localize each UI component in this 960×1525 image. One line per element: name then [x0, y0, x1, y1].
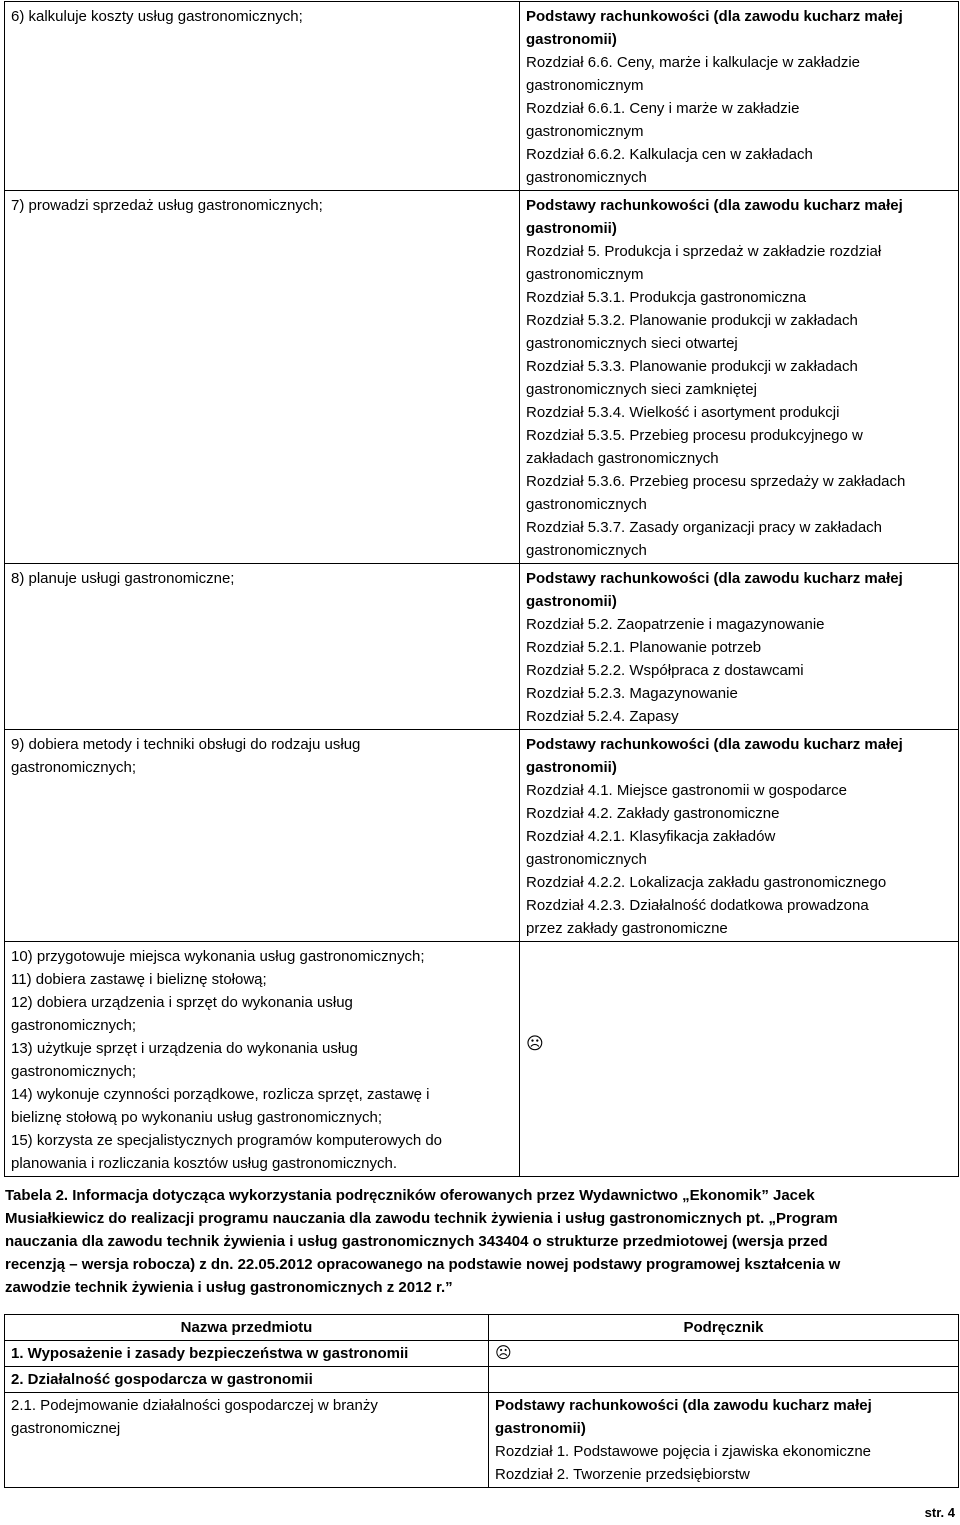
- textbook-title: Podstawy rachunkowości (dla zawodu kucharz małej: [526, 8, 903, 25]
- chapter-entry: gastronomicznym: [526, 123, 644, 140]
- chapter-entry: Rozdział 6.6.1. Ceny i marże w zakładzie: [526, 100, 800, 117]
- table-row: [5, 942, 959, 1177]
- chapter-entry: gastronomicznym: [526, 77, 644, 94]
- textbook-cell: Podstawy rachunkowości (dla zawodu kucharz małej gastronomii) Rozdział 1. Podstawowe pojęcia i zjawiska ekonomiczne Rozdział 2. Tworzenie przedsiębiorstw: [489, 1393, 959, 1488]
- page-number: str. 4: [924, 1505, 955, 1520]
- chapter-entry: gastronomicznych: [526, 542, 647, 559]
- caption-line: Tabela 2. Informacja dotycząca wykorzystania podręczników oferowanych przez Wydawnictwo „Ekonomik” Jacek: [5, 1187, 815, 1204]
- textbook-title: Podstawy rachunkowości (dla zawodu kucharz małej: [526, 570, 903, 587]
- chapter-entry: Rozdział 5.3.4. Wielkość i asortyment produkcji: [526, 404, 840, 421]
- curriculum-table: [4, 1, 959, 1177]
- learning-outcome-cell: [5, 191, 520, 564]
- no-textbook-icon: ☹: [489, 1341, 959, 1367]
- caption-line: Musiałkiewicz do realizacji programu nauczania dla zawodu technik żywienia i usług gastronomicznych pt. „Program: [5, 1210, 838, 1227]
- chapter-entry: Rozdział 5. Produkcja i sprzedaż w zakładzie rozdział: [526, 243, 882, 260]
- chapter-entry: gastronomicznych: [526, 851, 647, 868]
- header-textbook: Podręcznik: [489, 1315, 959, 1341]
- chapter-entry: Rozdział 5.2.1. Planowanie potrzeb: [526, 639, 762, 656]
- caption-line: zawodzie technik żywienia i usług gastronomicznych z 2012 r.”: [5, 1279, 453, 1296]
- chapter-entry: Rozdział 5.3.3. Planowanie produkcji w zakładach: [526, 358, 858, 375]
- textbook-title: gastronomii): [526, 759, 617, 776]
- outcome-line: 6) kalkuluje koszty usług gastronomicznych;: [11, 8, 303, 25]
- table-caption: [5, 1184, 957, 1299]
- outcome-line: 9) dobiera metody i techniki obsługi do rodzaju usług: [11, 736, 361, 753]
- outcome-line: gastronomicznych;: [11, 1063, 137, 1080]
- chapter-entry: Rozdział 2. Tworzenie przedsiębiorstw: [495, 1466, 750, 1483]
- chapter-entry: Rozdział 5.2. Zaopatrzenie i magazynowanie: [526, 616, 825, 633]
- chapter-entry: przez zakłady gastronomiczne: [526, 920, 728, 937]
- outcome-line: bieliznę stołową po wykonaniu usług gastronomicznych;: [11, 1109, 383, 1126]
- subject-cell: 2. Działalność gospodarcza w gastronomii: [5, 1367, 489, 1393]
- table-row: [5, 1367, 959, 1393]
- textbook-title: gastronomii): [526, 220, 617, 237]
- outcome-line: 11) dobiera zastawę i bieliznę stołową;: [11, 971, 267, 988]
- textbook-cell: [489, 1367, 959, 1393]
- no-textbook-icon: ☹: [526, 1034, 544, 1053]
- chapter-entry: gastronomicznych: [526, 169, 647, 186]
- chapter-entry: Rozdział 5.3.7. Zasady organizacji pracy w zakładach: [526, 519, 883, 536]
- learning-outcome-cell: [5, 730, 520, 942]
- chapter-entry: gastronomicznych sieci zamkniętej: [526, 381, 757, 398]
- outcome-line: gastronomicznych;: [11, 1017, 137, 1034]
- chapter-entry: Rozdział 5.3.5. Przebieg procesu produkcyjnego w: [526, 427, 863, 444]
- chapter-entry: zakładach gastronomicznych: [526, 450, 719, 467]
- chapter-entry: Rozdział 4.2.1. Klasyfikacja zakładów: [526, 828, 776, 845]
- chapter-entry: Rozdział 5.2.4. Zapasy: [526, 708, 679, 725]
- chapter-entry: Rozdział 4.2.2. Lokalizacja zakładu gastronomicznego: [526, 874, 887, 891]
- chapter-entry: gastronomicznym: [526, 266, 644, 283]
- learning-outcome-cell: [5, 564, 520, 730]
- textbook-cell: [520, 564, 959, 730]
- chapter-entry: Rozdział 5.3.6. Przebieg procesu sprzedaży w zakładach: [526, 473, 906, 490]
- chapter-entry: Rozdział 6.6.2. Kalkulacja cen w zakładach: [526, 146, 813, 163]
- textbook-title: gastronomii): [526, 593, 617, 610]
- textbook-cell: [520, 730, 959, 942]
- caption-line: nauczania dla zawodu technik żywienia i usług gastronomicznych 343404 o strukturze przedmiotowej (wersja przed: [5, 1233, 828, 1250]
- table-row: [5, 2, 959, 191]
- outcome-line: 15) korzysta ze specjalistycznych programów komputerowych do: [11, 1132, 443, 1149]
- subject-cell: 2.1. Podejmowanie działalności gospodarczej w branży gastronomicznej: [5, 1393, 489, 1488]
- outcome-line: 7) prowadzi sprzedaż usług gastronomicznych;: [11, 197, 323, 214]
- chapter-entry: Rozdział 1. Podstawowe pojęcia i zjawiska ekonomiczne: [495, 1443, 872, 1460]
- outcome-line: 14) wykonuje czynności porządkowe, rozlicza sprzęt, zastawę i: [11, 1086, 430, 1103]
- textbook-table: [4, 1314, 959, 1488]
- chapter-entry: Rozdział 5.2.3. Magazynowanie: [526, 685, 738, 702]
- chapter-entry: Rozdział 6.6. Ceny, marże i kalkulacje w zakładzie: [526, 54, 861, 71]
- textbook-cell: [520, 942, 959, 1177]
- textbook-title: Podstawy rachunkowości (dla zawodu kucharz małej: [495, 1397, 872, 1414]
- table-row: [5, 191, 959, 564]
- textbook-title: Podstawy rachunkowości (dla zawodu kucharz małej: [526, 736, 903, 753]
- textbook-cell: [520, 2, 959, 191]
- chapter-entry: Rozdział 4.2.3. Działalność dodatkowa prowadzona: [526, 897, 869, 914]
- chapter-entry: Rozdział 4.2. Zakłady gastronomiczne: [526, 805, 780, 822]
- textbook-cell: [520, 191, 959, 564]
- chapter-entry: Rozdział 5.3.2. Planowanie produkcji w zakładach: [526, 312, 858, 329]
- chapter-entry: gastronomicznych sieci otwartej: [526, 335, 738, 352]
- textbook-title: gastronomii): [526, 31, 617, 48]
- outcome-line: planowania i rozliczania kosztów usług gastronomicznych.: [11, 1155, 398, 1172]
- chapter-entry: Rozdział 4.1. Miejsce gastronomii w gospodarce: [526, 782, 847, 799]
- chapter-entry: Rozdział 5.2.2. Współpraca z dostawcami: [526, 662, 804, 679]
- chapter-entry: Rozdział 5.3.1. Produkcja gastronomiczna: [526, 289, 807, 306]
- table-row: [5, 1341, 959, 1367]
- learning-outcome-cell: [5, 2, 520, 191]
- chapter-entry: gastronomicznych: [526, 496, 647, 513]
- outcome-line: gastronomicznych;: [11, 759, 137, 776]
- table-row: [5, 1393, 959, 1488]
- caption-line: recenzją – wersja robocza) z dn. 22.05.2012 opracowanego na podstawie nowej podstawy programowej kształcenia w: [5, 1256, 841, 1273]
- outcome-line: 10) przygotowuje miejsca wykonania usług gastronomicznych;: [11, 948, 425, 965]
- header-subject-name: Nazwa przedmiotu: [5, 1315, 489, 1341]
- outcome-line: 12) dobiera urządzenia i sprzęt do wykonania usług: [11, 994, 353, 1011]
- table-row: [5, 564, 959, 730]
- outcome-line: 8) planuje usługi gastronomiczne;: [11, 570, 235, 587]
- table-header-row: [5, 1315, 959, 1341]
- outcome-line: 13) użytkuje sprzęt i urządzenia do wykonania usług: [11, 1040, 358, 1057]
- textbook-title: Podstawy rachunkowości (dla zawodu kucharz małej: [526, 197, 903, 214]
- subject-cell: 1. Wyposażenie i zasady bezpieczeństwa w gastronomii: [5, 1341, 489, 1367]
- table-row: [5, 730, 959, 942]
- learning-outcome-cell: [5, 942, 520, 1177]
